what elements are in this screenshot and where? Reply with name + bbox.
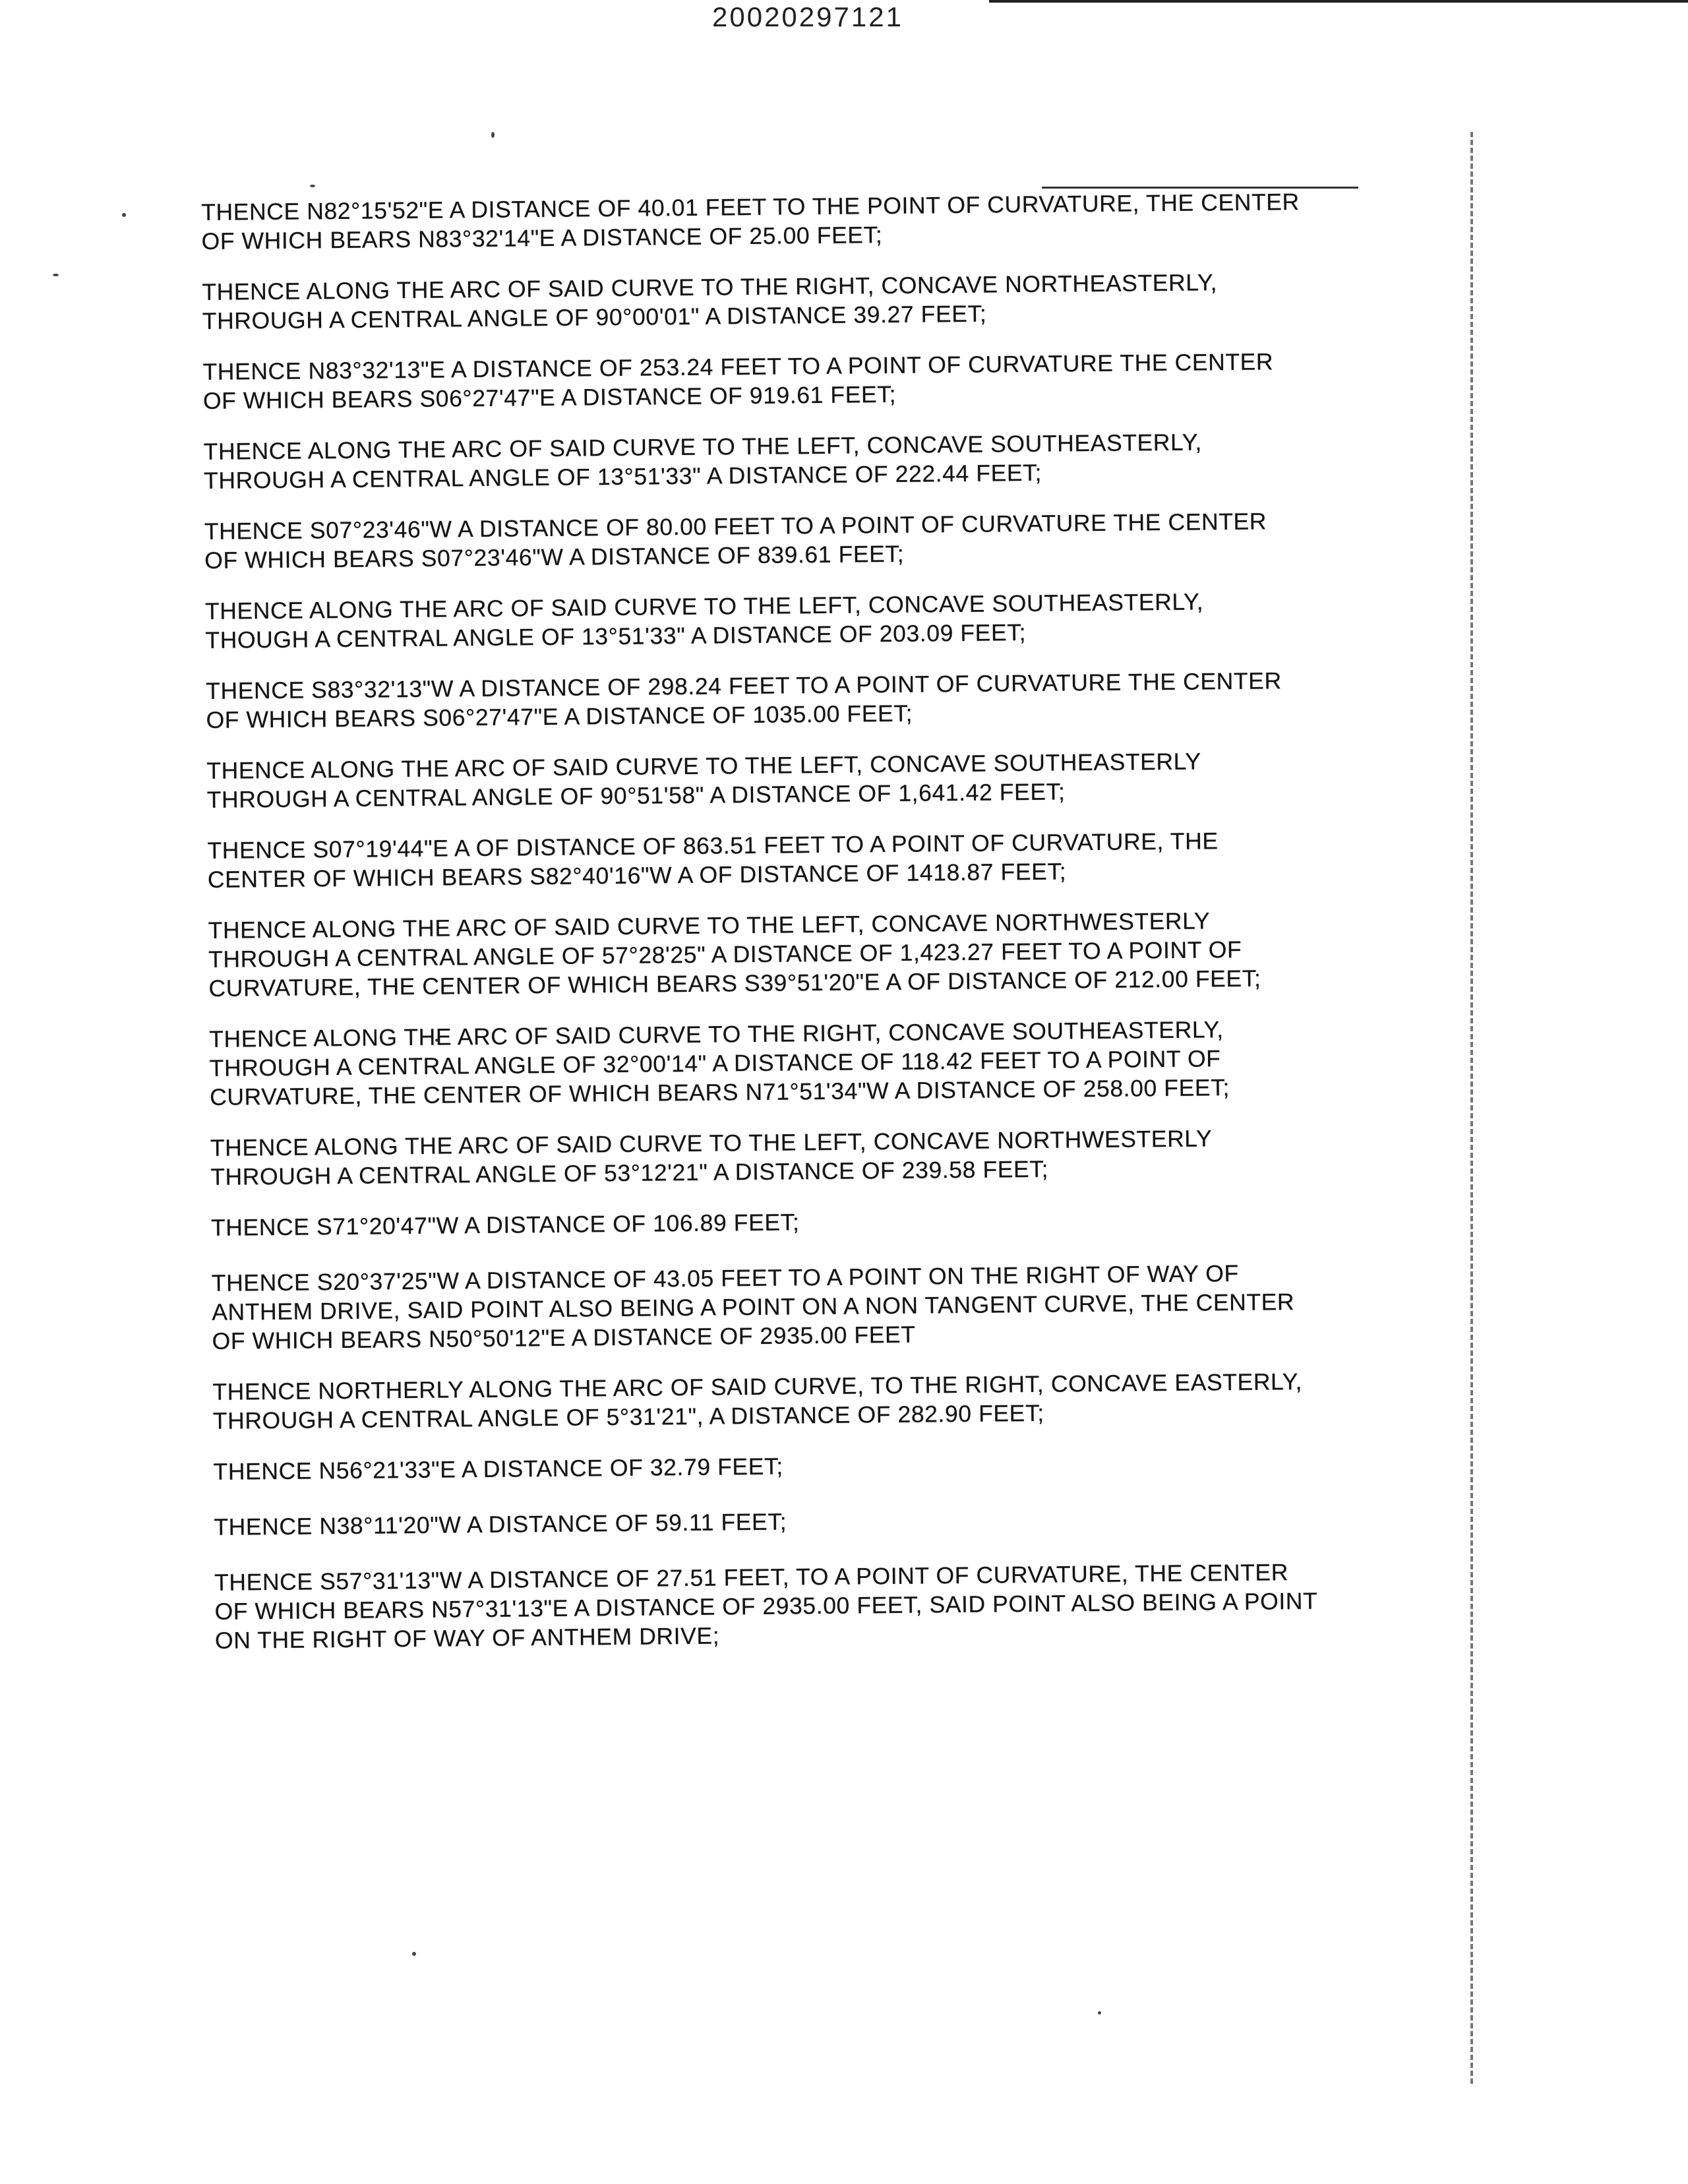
paragraph: THENCE ALONG THE ARC OF SAID CURVE TO THE RIGHT, CONCAVE NORTHEASTERLY, THROUGH A CENTRAL ANGLE OF 90°00'01" A DISTANCE 39.27 FEET; bbox=[202, 269, 1218, 334]
paragraph: THENCE N83°32'13"E A DISTANCE OF 253.24 FEET TO A POINT OF CURVATURE THE CENTER OF WHICH BEARS S06°27'47"E A DISTANCE OF 919.61 FEET; bbox=[202, 348, 1274, 414]
paragraph: THENCE S07°23'46"W A DISTANCE OF 80.00 FEET TO A POINT OF CURVATURE THE CENTER OF WHICH BEARS S07°23'46"W A DISTANCE OF 839.61 FEET; bbox=[204, 508, 1267, 574]
paragraph: THENCE S83°32'13"W A DISTANCE OF 298.24 FEET TO A POINT OF CURVATURE THE CENTER OF WHICH BEARS S06°27'47"E A DISTANCE OF 1035.00 FEET; bbox=[205, 667, 1282, 733]
legal-description-body bbox=[201, 185, 1527, 1677]
top-rule bbox=[989, 0, 1688, 3]
paragraph: THENCE S71°20'47"W A DISTANCE OF 106.89 FEET; bbox=[210, 1209, 800, 1241]
paragraph: THENCE NORTHERLY ALONG THE ARC OF SAID CURVE, TO THE RIGHT, CONCAVE EASTERLY, THROUGH A CENTRAL ANGLE OF 5°31'21", A DISTANCE OF 282.90 FEET; bbox=[212, 1368, 1303, 1434]
scan-speck bbox=[412, 1952, 416, 1956]
paragraph: THENCE ALONG THE ARC OF SAID CURVE TO THE LEFT, CONCAVE SOUTHEASTERLY THROUGH A CENTRAL ANGLE OF 90°51'58" A DISTANCE OF 1,641.42 FEET; bbox=[206, 748, 1201, 813]
paragraph: THENCE ALONG THE ARC OF SAID CURVE TO THE LEFT, CONCAVE SOUTHEASTERLY, THOUGH A CENTRAL ANGLE OF 13°51'33" A DISTANCE OF 203.09 FEET; bbox=[204, 588, 1204, 653]
paragraph: THENCE N82°15'52"E A DISTANCE OF 40.01 FEET TO THE POINT OF CURVATURE, THE CENTER OF WHICH BEARS N83°32'14"E A DISTANCE OF 25.00 FEET; bbox=[201, 189, 1300, 255]
scan-speck bbox=[491, 132, 495, 138]
paragraph: THENCE ALONG THE ARC OF SAID CURVE TO THE RIGHT, CONCAVE SOUTHEASTERLY, THROUGH A CENTRAL ANGLE OF 32°00'14" A DISTANCE OF 118.42 FEET TO A POINT OF CURVATURE, THE CENTER OF WHICH BEARS N71°51'34"W A DISTANCE OF 258.00 FEET; bbox=[209, 1016, 1230, 1110]
paragraph: THENCE ALONG THE ARC OF SAID CURVE TO THE LEFT, CONCAVE NORTHWESTERLY THROUGH A CENTRAL ANGLE OF 53°12'21" A DISTANCE OF 239.58 FEET; bbox=[210, 1125, 1213, 1190]
paragraph: THENCE N56°21'33"E A DISTANCE OF 32.79 FEET; bbox=[213, 1453, 783, 1485]
scan-speck bbox=[310, 185, 315, 187]
scan-speck bbox=[1098, 2011, 1101, 2015]
scan-speck bbox=[122, 213, 126, 217]
scan-speck bbox=[53, 274, 59, 276]
document-number: 20020297121 bbox=[712, 1, 903, 32]
paragraph: THENCE N38°11'20"W A DISTANCE OF 59.11 FEET; bbox=[214, 1508, 787, 1540]
paragraph: THENCE S57°31'13"W A DISTANCE OF 27.51 FEET, TO A POINT OF CURVATURE, THE CENTER OF WHICH BEARS N57°31'13"E A DISTANCE OF 2935.00 FEET, SAID POINT ALSO BEING A POINT ON THE RIGHT OF WAY OF ANTHEM DRIVE; bbox=[214, 1559, 1318, 1654]
paragraph: THENCE ALONG THE ARC OF SAID CURVE TO THE LEFT, CONCAVE SOUTHEASTERLY, THROUGH A CENTRAL ANGLE OF 13°51'33" A DISTANCE OF 222.44 FEET; bbox=[203, 429, 1203, 494]
paragraph: THENCE S07°19'44"E A OF DISTANCE OF 863.51 FEET TO A POINT OF CURVATURE, THE CENTER OF WHICH BEARS S82°40'16"W A OF DISTANCE OF 1418.87 FEET; bbox=[207, 828, 1219, 893]
paragraph: THENCE S20°37'25"W A DISTANCE OF 43.05 FEET TO A POINT ON THE RIGHT OF WAY OF ANTHEM DRIVE, SAID POINT ALSO BEING A POINT ON A NON TANGENT CURVE, THE CENTER OF WHICH BEARS N50°50'12"E A DISTANCE OF 2935.00 FEET bbox=[211, 1259, 1295, 1354]
paragraph: THENCE ALONG THE ARC OF SAID CURVE TO THE LEFT, CONCAVE NORTHWESTERLY THROUGH A CENTRAL ANGLE OF 57°28'25" A DISTANCE OF 1,423.27 FEET TO A POINT OF CURVATURE, THE CENTER OF WHICH BEARS S39°51'20"E A OF DISTANCE OF 212.00 FEET; bbox=[208, 907, 1261, 1002]
